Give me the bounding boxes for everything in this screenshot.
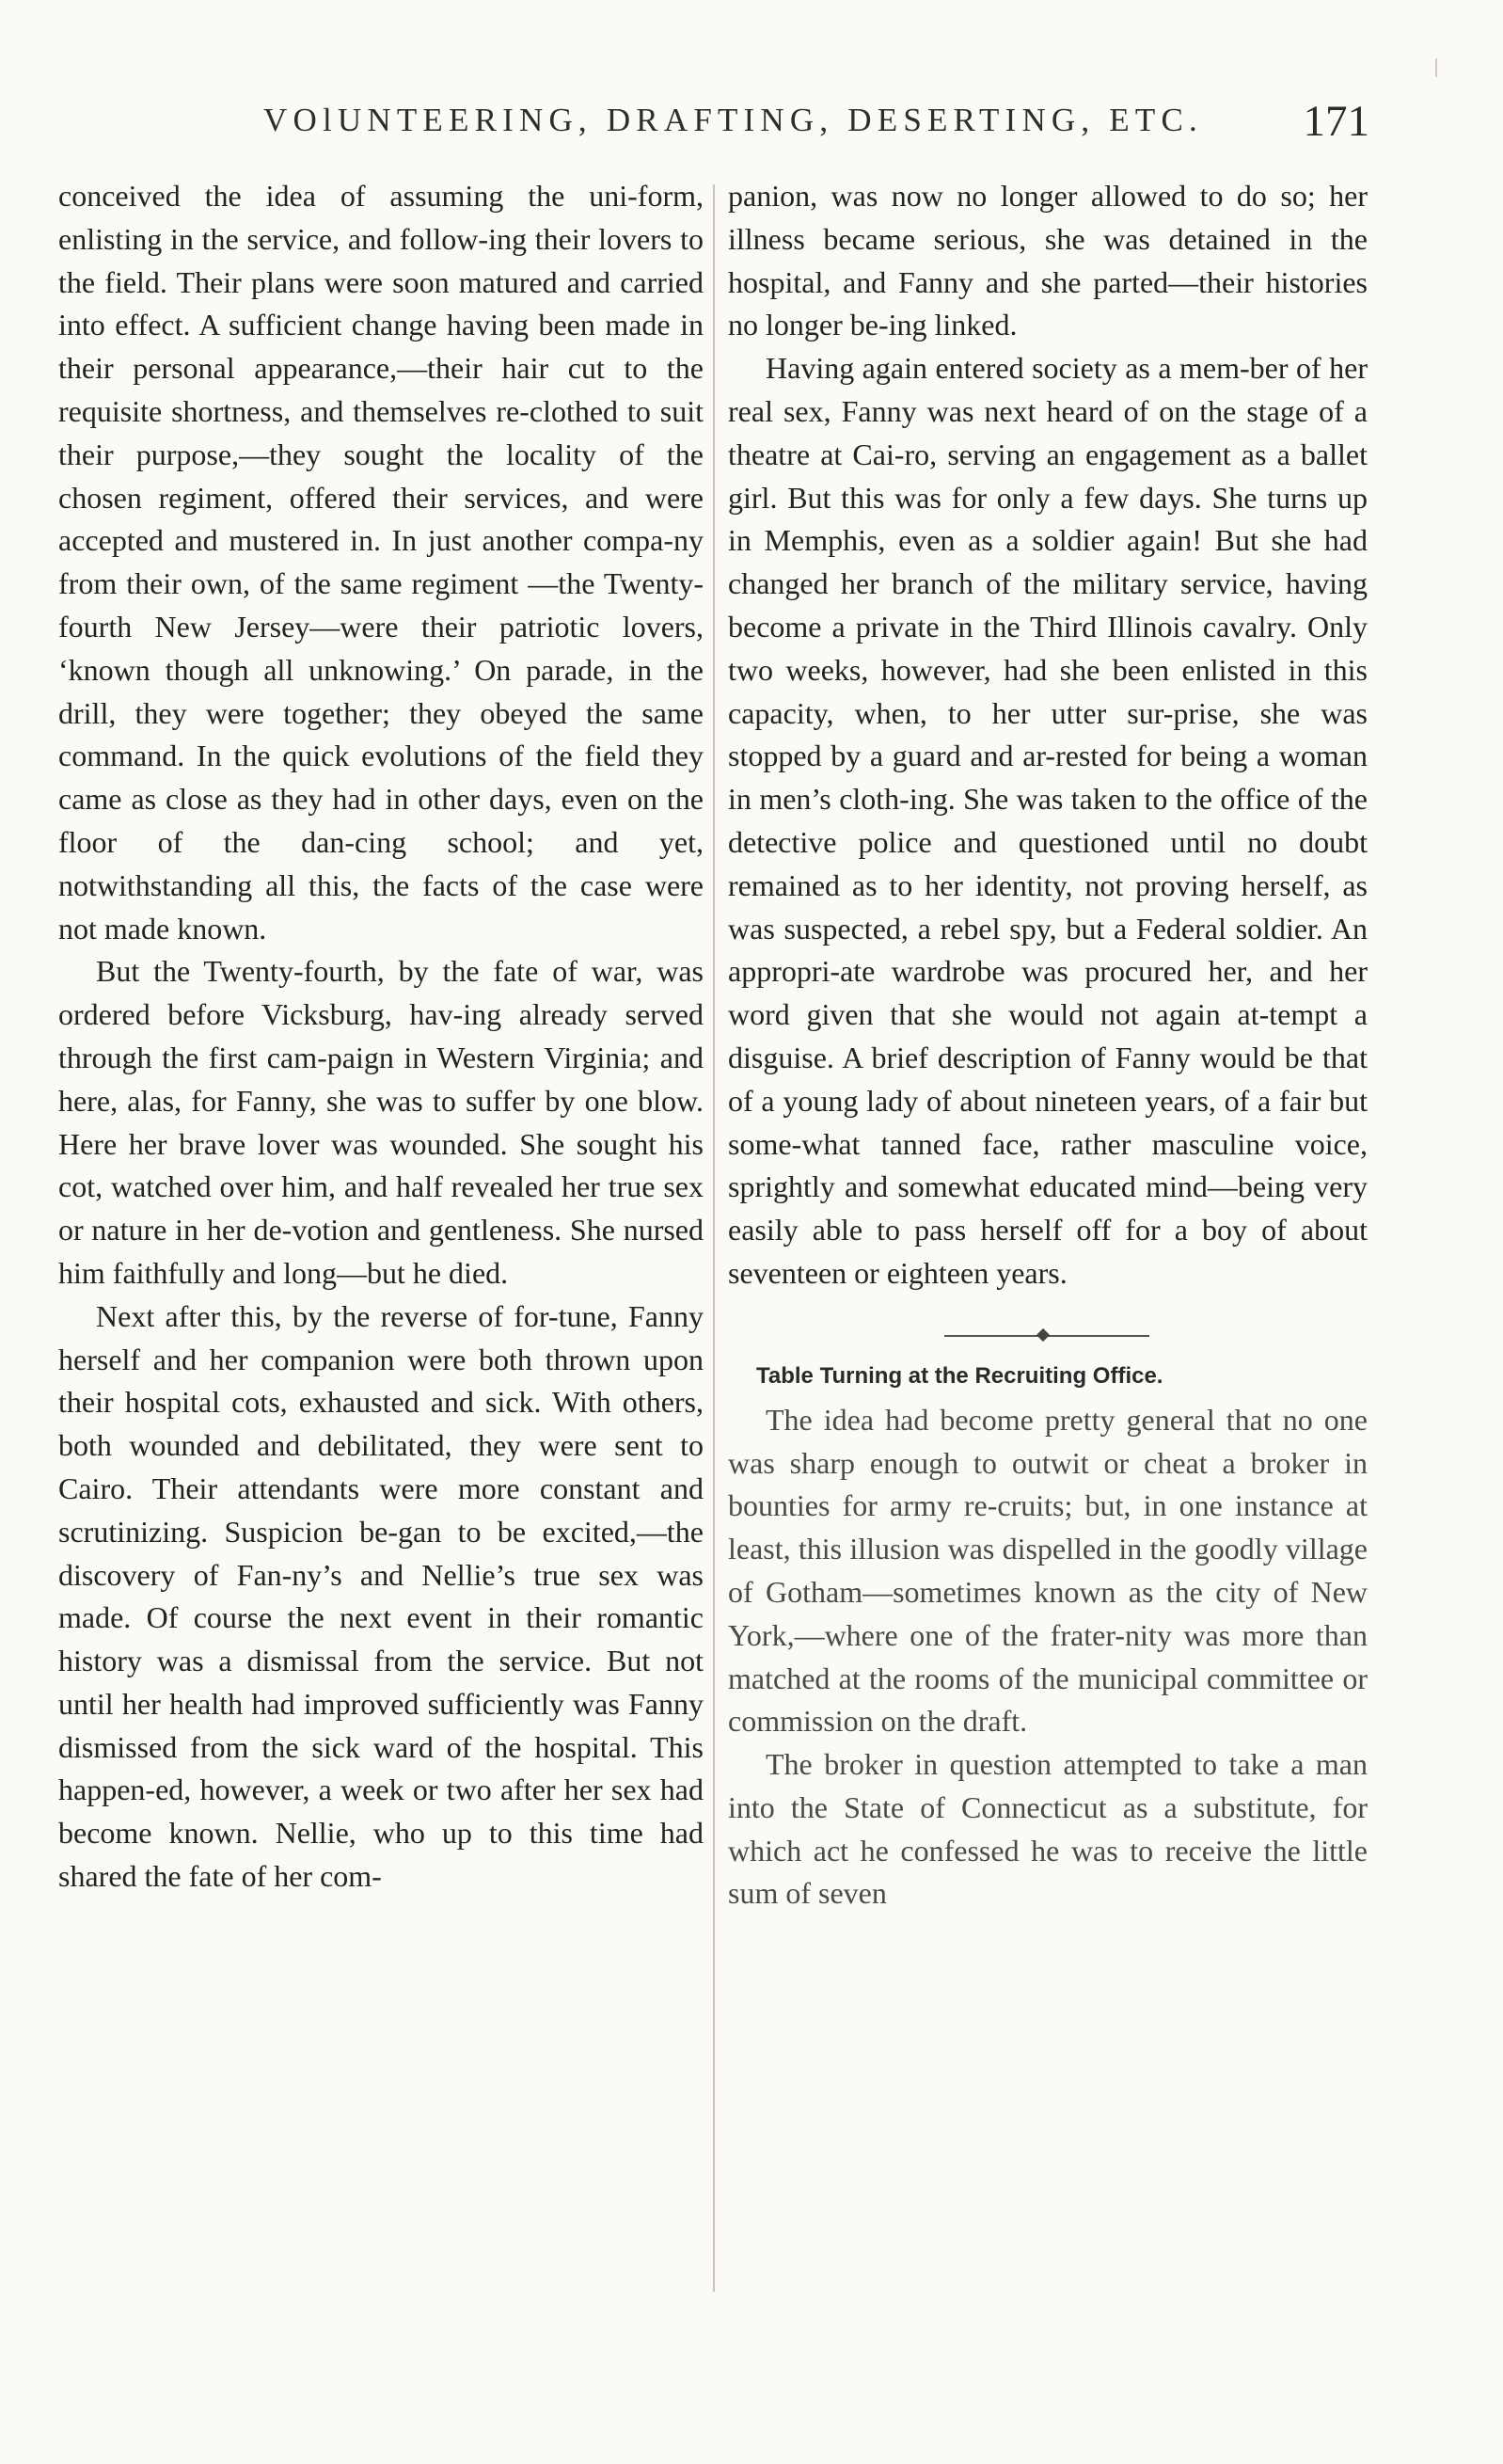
paragraph: The broker in question attempted to take a man into the State of Connecticut as a substitute, for which act he confessed he was to receive the little sum of seven [728, 1747, 1368, 1911]
running-title: VOlUNTEERING, DRAFTING, DESERTING, ETC. [263, 102, 1203, 138]
running-head [263, 97, 1369, 151]
section-heading: Table Turning at the Recruiting Office. [756, 1362, 1163, 1389]
paragraph: conceived the idea of assuming the uni-form, enlisting in the service, and follow-ing their lovers to the field. Their plans were soon matured and carried into effect. A sufficient change having been made in their personal appearance,—their hair cut to the requisite shortness, and themselves re-clothed to suit their purpose,—they sought the locality of the chosen regiment, offered their services, and were accepted and mustered in. In just another compa-ny from their own, of the same regiment —the Twenty-fourth New Jersey—were their patriotic lovers, ‘known though all unknowing.’ On parade, in the drill, they were together; they obeyed the same command. In the quick evolutions of the field they came as close as they had in other days, even on the floor of the dan-cing school; and yet, notwithstanding all this, the facts of the case were not made known. [58, 179, 704, 946]
left-column [58, 175, 704, 1899]
paragraph: Next after this, by the reverse of for-tune, Fanny herself and her companion were both thrown upon their hospital cots, exhausted and sick. With others, both wounded and debilitated, they were sent to Cairo. Their attendants were more constant and scrutinizing. Suspicion be-gan to be excited,—the discovery of Fan-ny’s and Nellie’s true sex was made. Of course the next event in their romantic history was a dismissal from the service. But not until her health had improved sufficiently was Fanny dismissed from the sick ward of the hospital. This happen-ed, however, a week or two after her sex had become known. Nellie, who up to this time had shared the fate of her com- [58, 1298, 704, 1894]
page-number: 171 [1303, 97, 1369, 146]
right-column [728, 175, 1368, 1916]
paragraph: The idea had become pretty general that no one was sharp enough to outwit or cheat a broker in bounties for army re-cruits; but, in one instance at least, this illusion was dispelled in the goodly village of Gotham—sometimes known as the city of New York,—where one of the frater-nity was more than matched at the rooms of the municipal committee or commission on the draft. [728, 1402, 1368, 1739]
paragraph: Having again entered society as a mem-ber of her real sex, Fanny was next heard of on the stage of a theatre at Cai-ro, serving an engagement as a ballet girl. But this was for only a few days. She turns up in Memphis, even as a soldier again! But she had changed her branch of the military service, having become a private in the Third Illinois cavalry. Only two weeks, however, had she been enlisted in this capacity, when, to her utter sur-prise, she was stopped by a guard and ar-rested for being a woman in men’s cloth-ing. She was taken to the office of the detective police and questioned until no doubt remained as to her identity, not proving herself, as was suspected, a rebel spy, but a Federal soldier. An appropri-ate wardrobe was procured her, and her word given that she would not again at-tempt a disguise. A brief description of Fanny would be that of a young lady of about nineteen years, of a fair but some-what tanned face, rather masculine voice, sprightly and somewhat educated mind—being very easily able to pass herself off for a boy of about seventeen or eighteen years. [728, 351, 1368, 1290]
paragraph: panion, was now no longer allowed to do so; her illness became serious, she was detained in the hospital, and Fanny and she parted—their histories no longer be-ing linked. [728, 179, 1368, 342]
section-ornament [728, 1318, 1368, 1356]
scan-mark [1435, 58, 1437, 77]
paragraph: But the Twenty-fourth, by the fate of war, was ordered before Vicksburg, hav-ing already served through the first cam-paign in Western Virginia; and here, alas, for Fanny, she was to suffer by one blow. Here her brave lover was wounded. She sought his cot, watched over him, and half revealed her true sex or nature in her de-votion and gentleness. She nursed him faithfully and long—but he died. [58, 954, 704, 1290]
column-divider [713, 184, 715, 2292]
ornament-diamond-icon [1036, 1328, 1050, 1342]
